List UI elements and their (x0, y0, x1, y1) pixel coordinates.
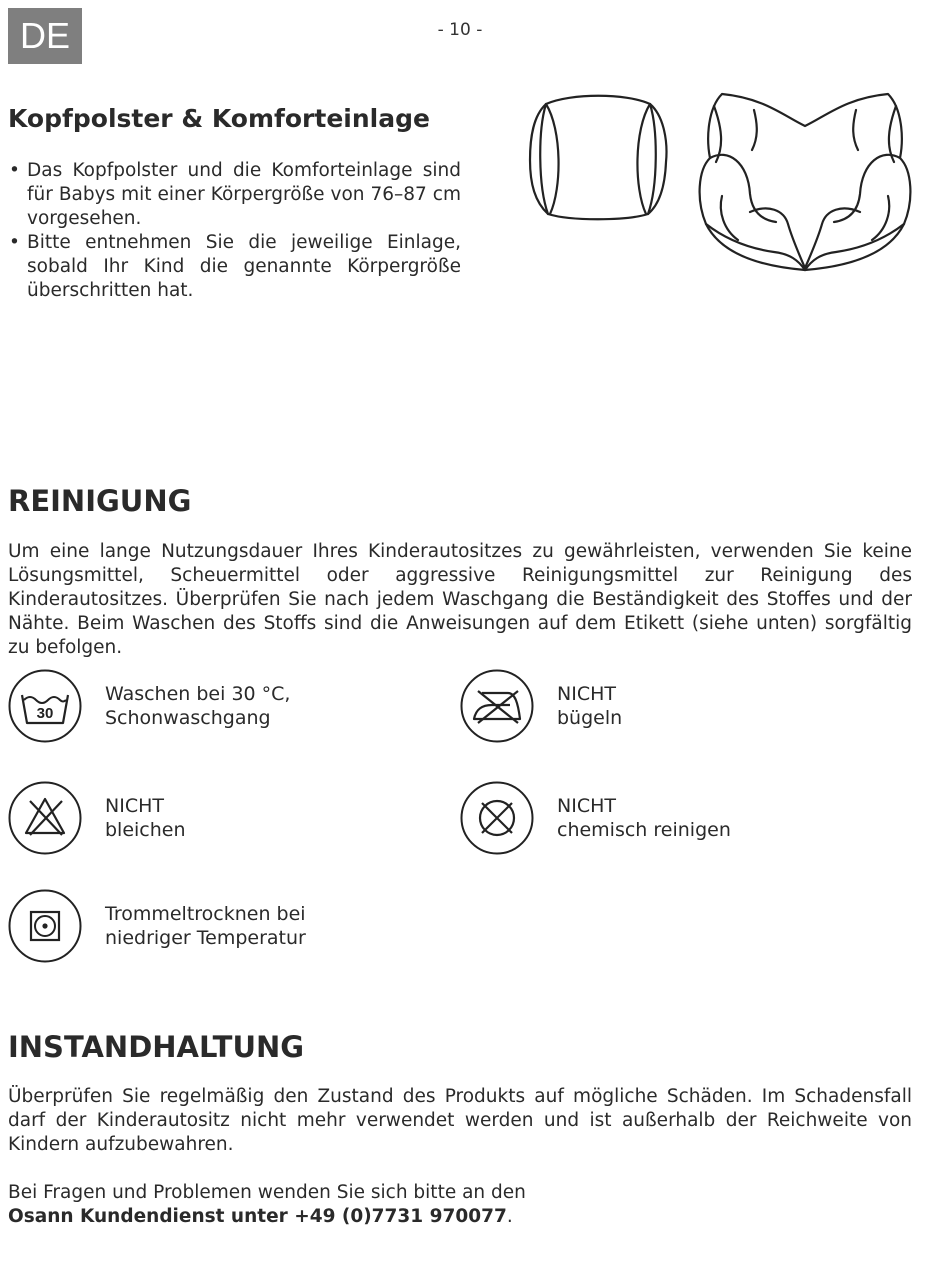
care-label-line: bleichen (105, 819, 186, 841)
maintenance-heading: INSTANDHALTUNG (8, 1030, 305, 1064)
care-label-line: bügeln (557, 707, 623, 729)
care-item-bleach (8, 781, 186, 855)
head-pillow-illustration (526, 90, 670, 224)
wash-30-icon (8, 669, 82, 743)
care-label-line: NICHT (557, 795, 616, 817)
contact-hotline (8, 1205, 912, 1229)
contact-block (8, 1181, 912, 1229)
headpad-bullet-list (8, 159, 461, 303)
care-label (557, 794, 731, 842)
no-dry-clean-icon (460, 781, 534, 855)
language-badge: DE (8, 8, 82, 64)
contact-line: Bei Fragen und Problemen wenden Sie sich bitte an den (8, 1182, 526, 1203)
no-iron-icon (460, 669, 534, 743)
tumble-dry-low-icon (8, 889, 82, 963)
care-label-line: Schonwaschgang (105, 707, 271, 729)
care-label-line: Waschen bei 30 °C, (105, 683, 291, 705)
care-item-iron (460, 669, 622, 743)
cleaning-paragraph: Um eine lange Nutzungsdauer Ihres Kinderautositzes zu gewährleisten, verwenden Sie keine Lösungsmittel, Scheuermittel oder aggressive Reinigungsmittel zur Reinigung des Kinderautositzes. Überprüfen Sie nach jedem Waschgang die Beständigkeit des Stoffes und der Nähte. Beim Waschen des Stoffs sind die Anweisungen auf dem Etikett (siehe unten) sorgfältig zu befolgen. (8, 541, 912, 658)
care-label (105, 682, 290, 730)
care-label (557, 682, 622, 730)
care-item-dry-clean (460, 781, 731, 855)
care-label-line: NICHT (105, 795, 164, 817)
customer-service-phone: Osann Kundendienst unter +49 (0)7731 970077 (8, 1206, 507, 1227)
care-label-line: Trommeltrocknen bei (105, 903, 306, 925)
care-label-line: chemisch reinigen (557, 819, 731, 841)
care-label-line: niedriger Temperatur (105, 927, 306, 949)
no-bleach-icon (8, 781, 82, 855)
headpad-bullet: • Das Kopfpolster und die Komforteinlage sind für Babys mit einer Körpergröße von 76–87 cm vorgesehen. (8, 159, 461, 231)
comfort-insert-illustration (694, 88, 916, 274)
contact-end: . (506, 1206, 513, 1227)
care-label (105, 794, 186, 842)
care-item-tumble-dry (8, 889, 306, 963)
cleaning-heading: REINIGUNG (8, 484, 192, 518)
headpad-bullet: • Bitte entnehmen Sie die jeweilige Einlage, sobald Ihr Kind die genannte Körpergröße überschritten hat. (8, 231, 461, 303)
care-label-line: NICHT (557, 683, 616, 705)
wash-temperature: 30 (36, 705, 54, 722)
maintenance-paragraph: Überprüfen Sie regelmäßig den Zustand des Produkts auf mögliche Schäden. Im Schadensfall darf der Kinderautositz nicht mehr verwendet werden und ist außerhalb der Reichweite von Kindern aufzubewahren. (8, 1086, 912, 1155)
care-label (105, 902, 306, 950)
care-item-wash (8, 669, 290, 743)
page-number: - 10 - (437, 20, 483, 40)
headpad-title: Kopfpolster & Komforteinlage (8, 104, 430, 133)
